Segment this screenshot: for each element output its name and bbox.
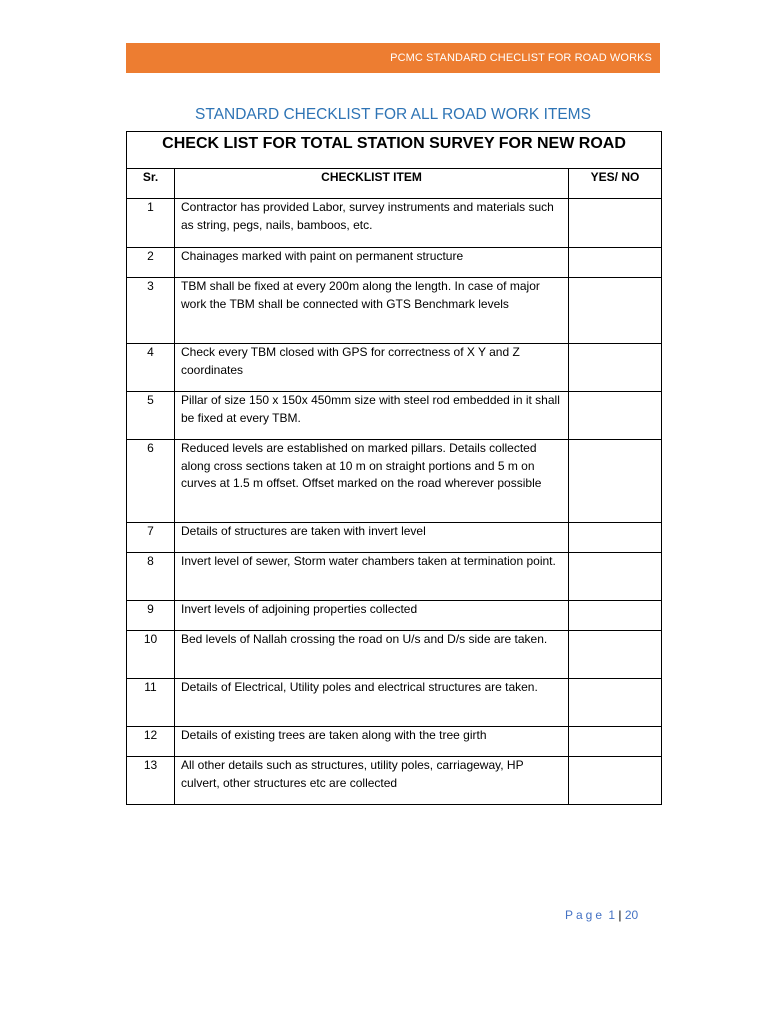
row-sr: 9 (127, 601, 175, 631)
row-sr: 6 (127, 440, 175, 523)
row-sr: 10 (127, 631, 175, 679)
table-caption: CHECK LIST FOR TOTAL STATION SURVEY FOR NEW ROAD (127, 132, 662, 169)
table-row (127, 553, 662, 601)
table-body (127, 199, 662, 805)
table-row (127, 679, 662, 727)
table-caption-row (127, 132, 662, 169)
table-row (127, 601, 662, 631)
page-label: Page (565, 908, 606, 922)
row-item: Check every TBM closed with GPS for correctness of X Y and Z coordinates (175, 344, 569, 392)
page-separator: | (618, 908, 622, 922)
row-yes-no-cell[interactable] (569, 199, 662, 248)
row-sr: 1 (127, 199, 175, 248)
row-sr: 4 (127, 344, 175, 392)
row-yes-no-cell[interactable] (569, 757, 662, 805)
table-row (127, 727, 662, 757)
row-yes-no-cell[interactable] (569, 278, 662, 344)
row-sr: 7 (127, 523, 175, 553)
header-banner (126, 43, 660, 73)
row-item: All other details such as structures, utility poles, carriageway, HP culvert, other structures etc are collected (175, 757, 569, 805)
row-sr: 3 (127, 278, 175, 344)
row-sr: 2 (127, 248, 175, 278)
row-sr: 11 (127, 679, 175, 727)
row-sr: 5 (127, 392, 175, 440)
table-row (127, 248, 662, 278)
column-header-item: CHECKLIST ITEM (175, 169, 569, 199)
row-item: TBM shall be fixed at every 200m along the length. In case of major work the TBM shall be connected with GTS Benchmark levels (175, 278, 569, 344)
table-row (127, 757, 662, 805)
row-sr: 12 (127, 727, 175, 757)
page-number: 1 (608, 908, 616, 922)
table-header-row (127, 169, 662, 199)
row-yes-no-cell[interactable] (569, 440, 662, 523)
row-item: Details of existing trees are taken along with the tree girth (175, 727, 569, 757)
table-row (127, 631, 662, 679)
header-banner-text: PCMC STANDARD CHECLIST FOR ROAD WORKS (390, 52, 652, 64)
row-yes-no-cell[interactable] (569, 248, 662, 278)
table-row (127, 440, 662, 523)
row-yes-no-cell[interactable] (569, 727, 662, 757)
page-footer (565, 908, 638, 922)
row-sr: 8 (127, 553, 175, 601)
table-row (127, 278, 662, 344)
total-pages: 20 (624, 908, 639, 922)
row-sr: 13 (127, 757, 175, 805)
row-item: Invert levels of adjoining properties collected (175, 601, 569, 631)
column-header-yes-no: YES/ NO (569, 169, 662, 199)
document-title: STANDARD CHECKLIST FOR ALL ROAD WORK ITEMS (195, 106, 591, 123)
row-item: Invert level of sewer, Storm water chambers taken at termination point. (175, 553, 569, 601)
table-row (127, 199, 662, 248)
row-item: Chainages marked with paint on permanent structure (175, 248, 569, 278)
row-yes-no-cell[interactable] (569, 553, 662, 601)
column-header-sr: Sr. (127, 169, 175, 199)
row-yes-no-cell[interactable] (569, 679, 662, 727)
checklist-table (126, 131, 662, 805)
row-item: Contractor has provided Labor, survey instruments and materials such as string, pegs, nails, bamboos, etc. (175, 199, 569, 248)
row-yes-no-cell[interactable] (569, 631, 662, 679)
row-yes-no-cell[interactable] (569, 601, 662, 631)
table-row (127, 392, 662, 440)
row-item: Details of Electrical, Utility poles and electrical structures are taken. (175, 679, 569, 727)
row-yes-no-cell[interactable] (569, 523, 662, 553)
table-row (127, 523, 662, 553)
row-yes-no-cell[interactable] (569, 344, 662, 392)
row-yes-no-cell[interactable] (569, 392, 662, 440)
row-item: Bed levels of Nallah crossing the road on U/s and D/s side are taken. (175, 631, 569, 679)
table-row (127, 344, 662, 392)
row-item: Details of structures are taken with invert level (175, 523, 569, 553)
row-item: Reduced levels are established on marked pillars. Details collected along cross sections taken at 10 m on straight portions and 5 m on curves at 1.5 m offset. Offset marked on the road wherever possible (175, 440, 569, 523)
row-item: Pillar of size 150 x 150x 450mm size with steel rod embedded in it shall be fixed at every TBM. (175, 392, 569, 440)
